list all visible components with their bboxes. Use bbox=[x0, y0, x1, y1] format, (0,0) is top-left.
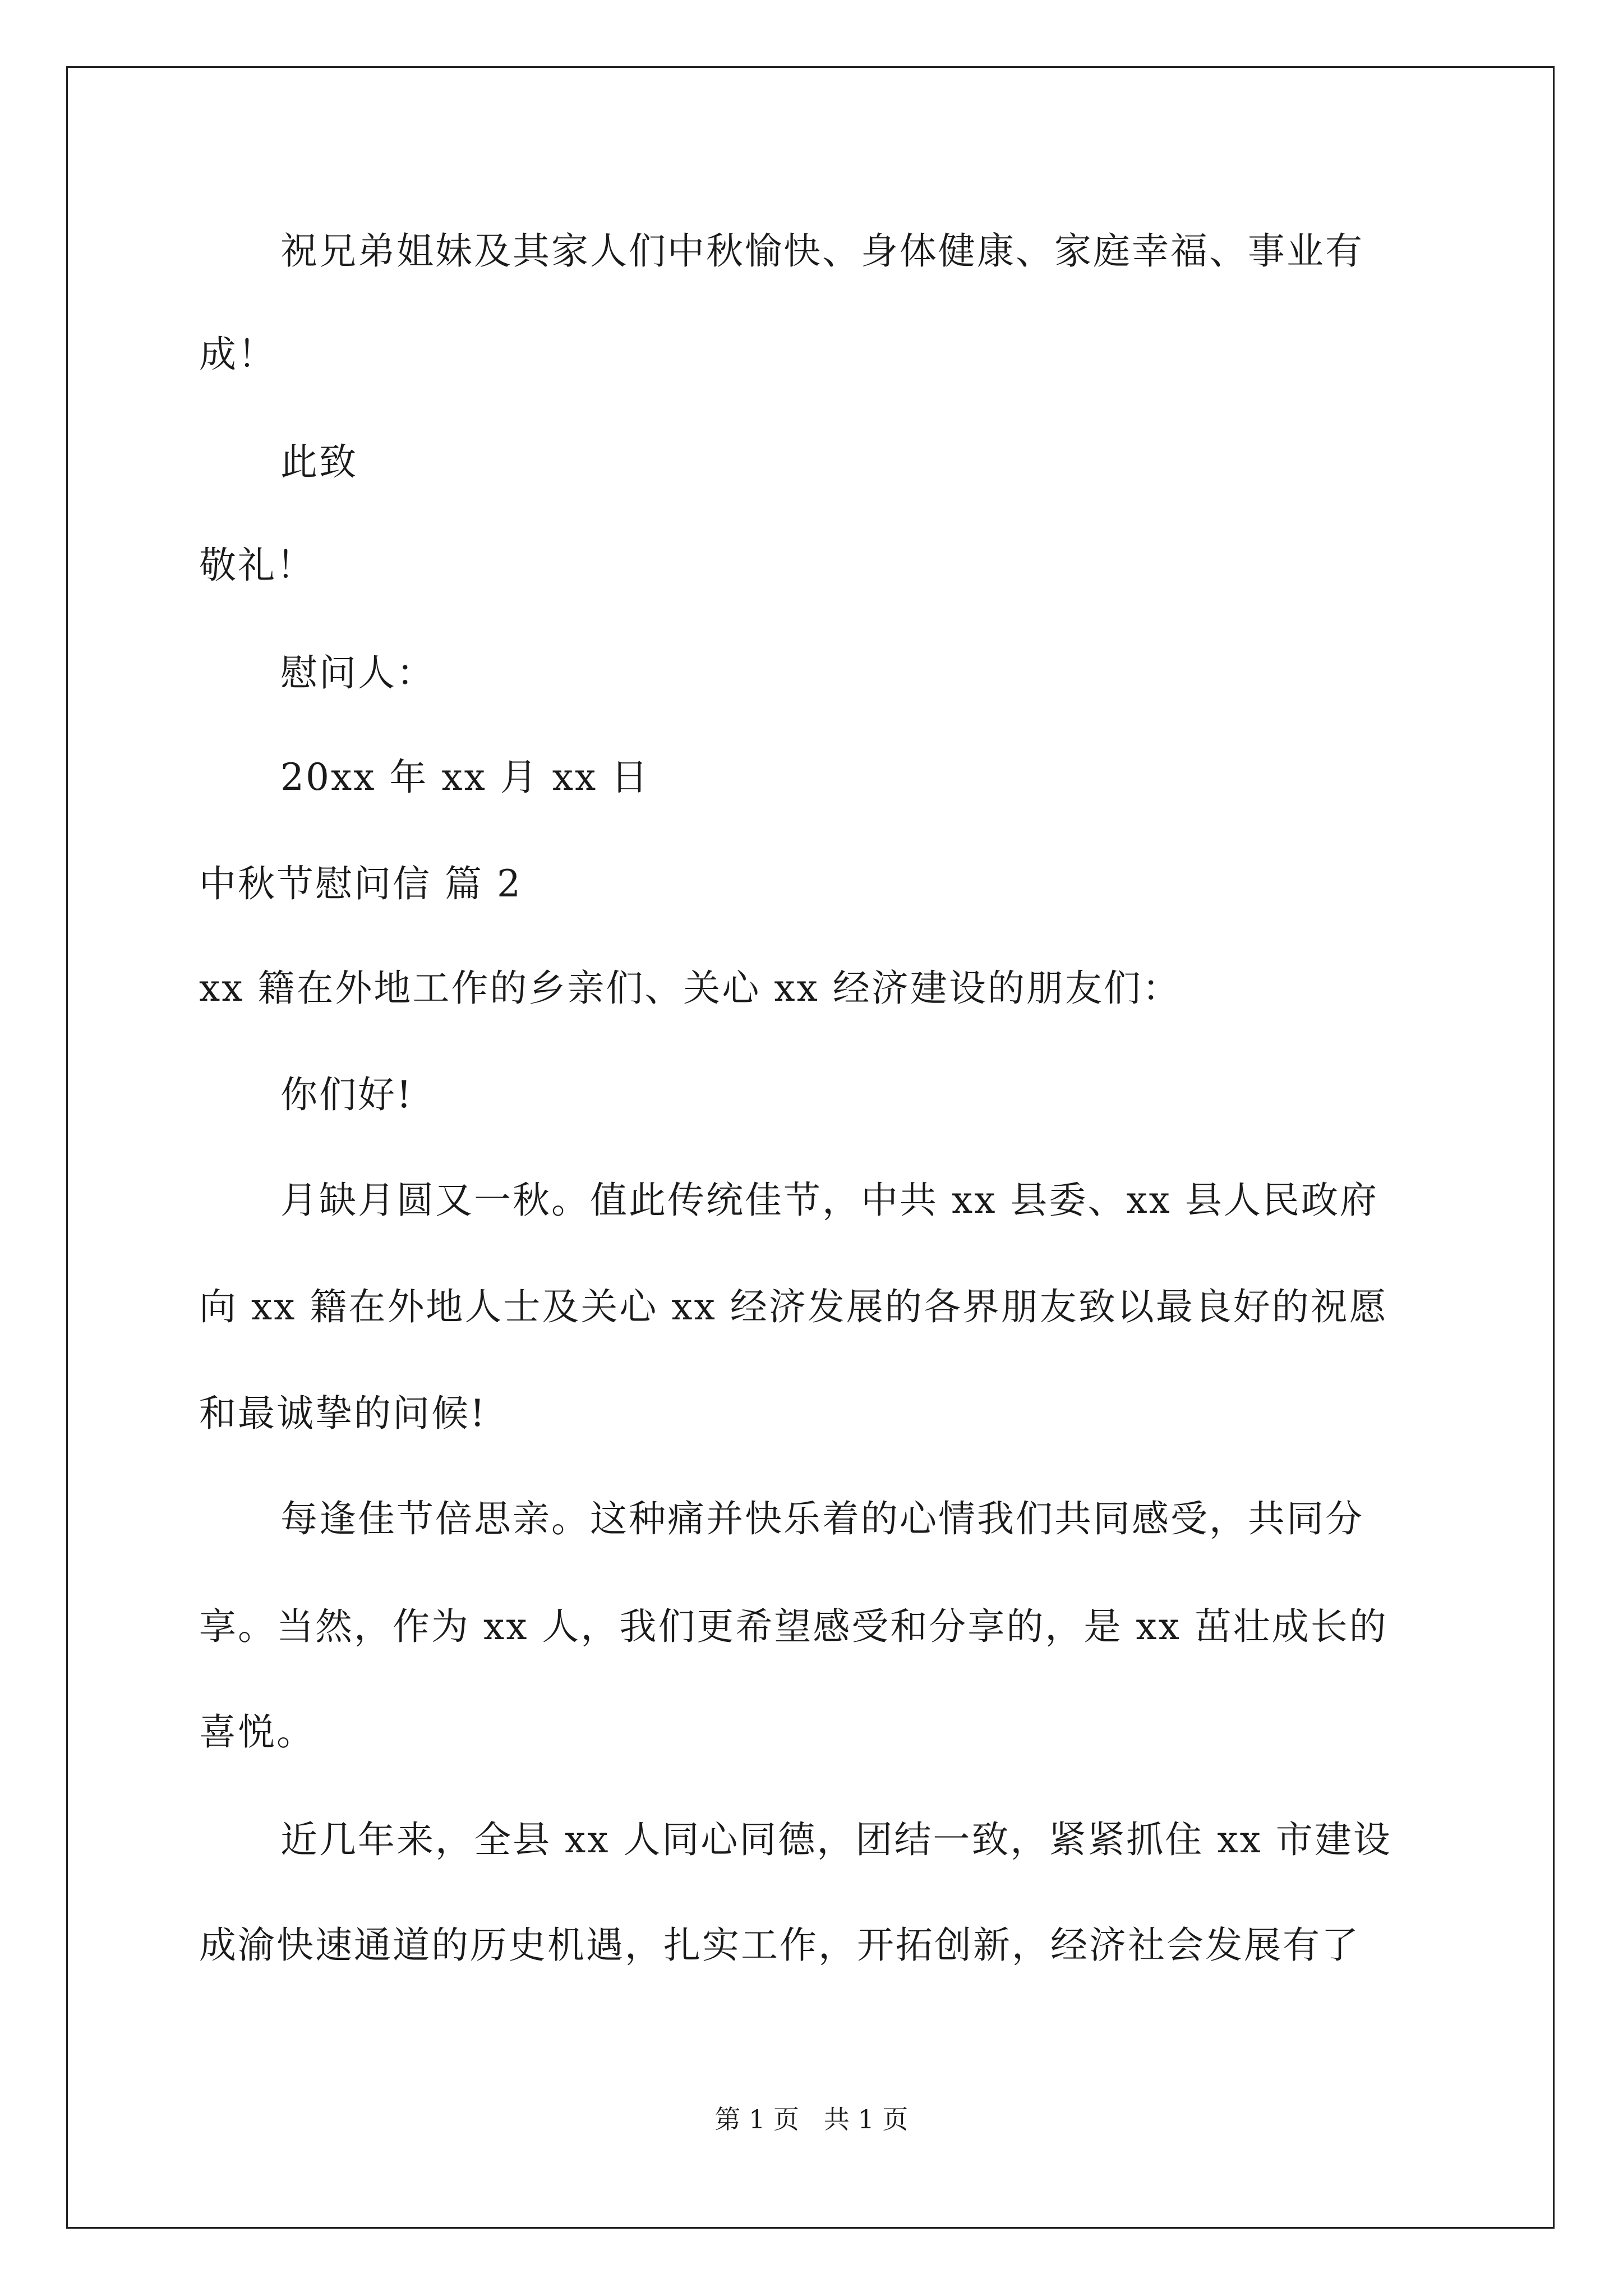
text-line: xx 籍在外地工作的乡亲们、关心 xx 经济建设的朋友们： bbox=[199, 967, 1181, 1010]
text-line: 近几年来，全县 xx 人同心同德，团结一致，紧紧抓住 xx 市建设 bbox=[280, 1818, 1392, 1861]
page-border bbox=[66, 66, 1555, 2229]
section-heading: 中秋节慰问信 篇 2 bbox=[199, 862, 522, 905]
text-line: 敬礼！ bbox=[199, 544, 315, 587]
text-line: 慰问人： bbox=[280, 651, 435, 694]
page-footer: 第 1 页 共 1 页 bbox=[714, 2104, 909, 2134]
text-line: 享。当然，作为 xx 人，我们更希望感受和分享的，是 xx 茁壮成长的 bbox=[199, 1605, 1388, 1648]
text-line: 你们好! bbox=[280, 1073, 413, 1116]
text-line: 和最诚挚的问候! bbox=[199, 1392, 487, 1435]
text-line: 每逢佳节倍思亲。这种痛并快乐着的心情我们共同感受，共同分 bbox=[280, 1497, 1364, 1540]
text-line: 向 xx 籍在外地人士及关心 xx 经济发展的各界朋友致以最良好的祝愿 bbox=[199, 1285, 1388, 1328]
text-line: 祝兄弟姐妹及其家人们中秋愉快、身体健康、家庭幸福、事业有 bbox=[280, 229, 1364, 273]
text-line: 20xx 年 xx 月 xx 日 bbox=[280, 756, 650, 799]
text-line: 此致 bbox=[280, 440, 358, 484]
text-line: 成渝快速通道的历史机遇，扎实工作，开拓创新，经济社会发展有了 bbox=[199, 1924, 1360, 1967]
text-line: 喜悦。 bbox=[199, 1710, 315, 1754]
text-line: 成！ bbox=[199, 333, 276, 376]
text-line: 月缺月圆又一秋。值此传统佳节，中共 xx 县委、xx 县人民政府 bbox=[280, 1179, 1378, 1222]
